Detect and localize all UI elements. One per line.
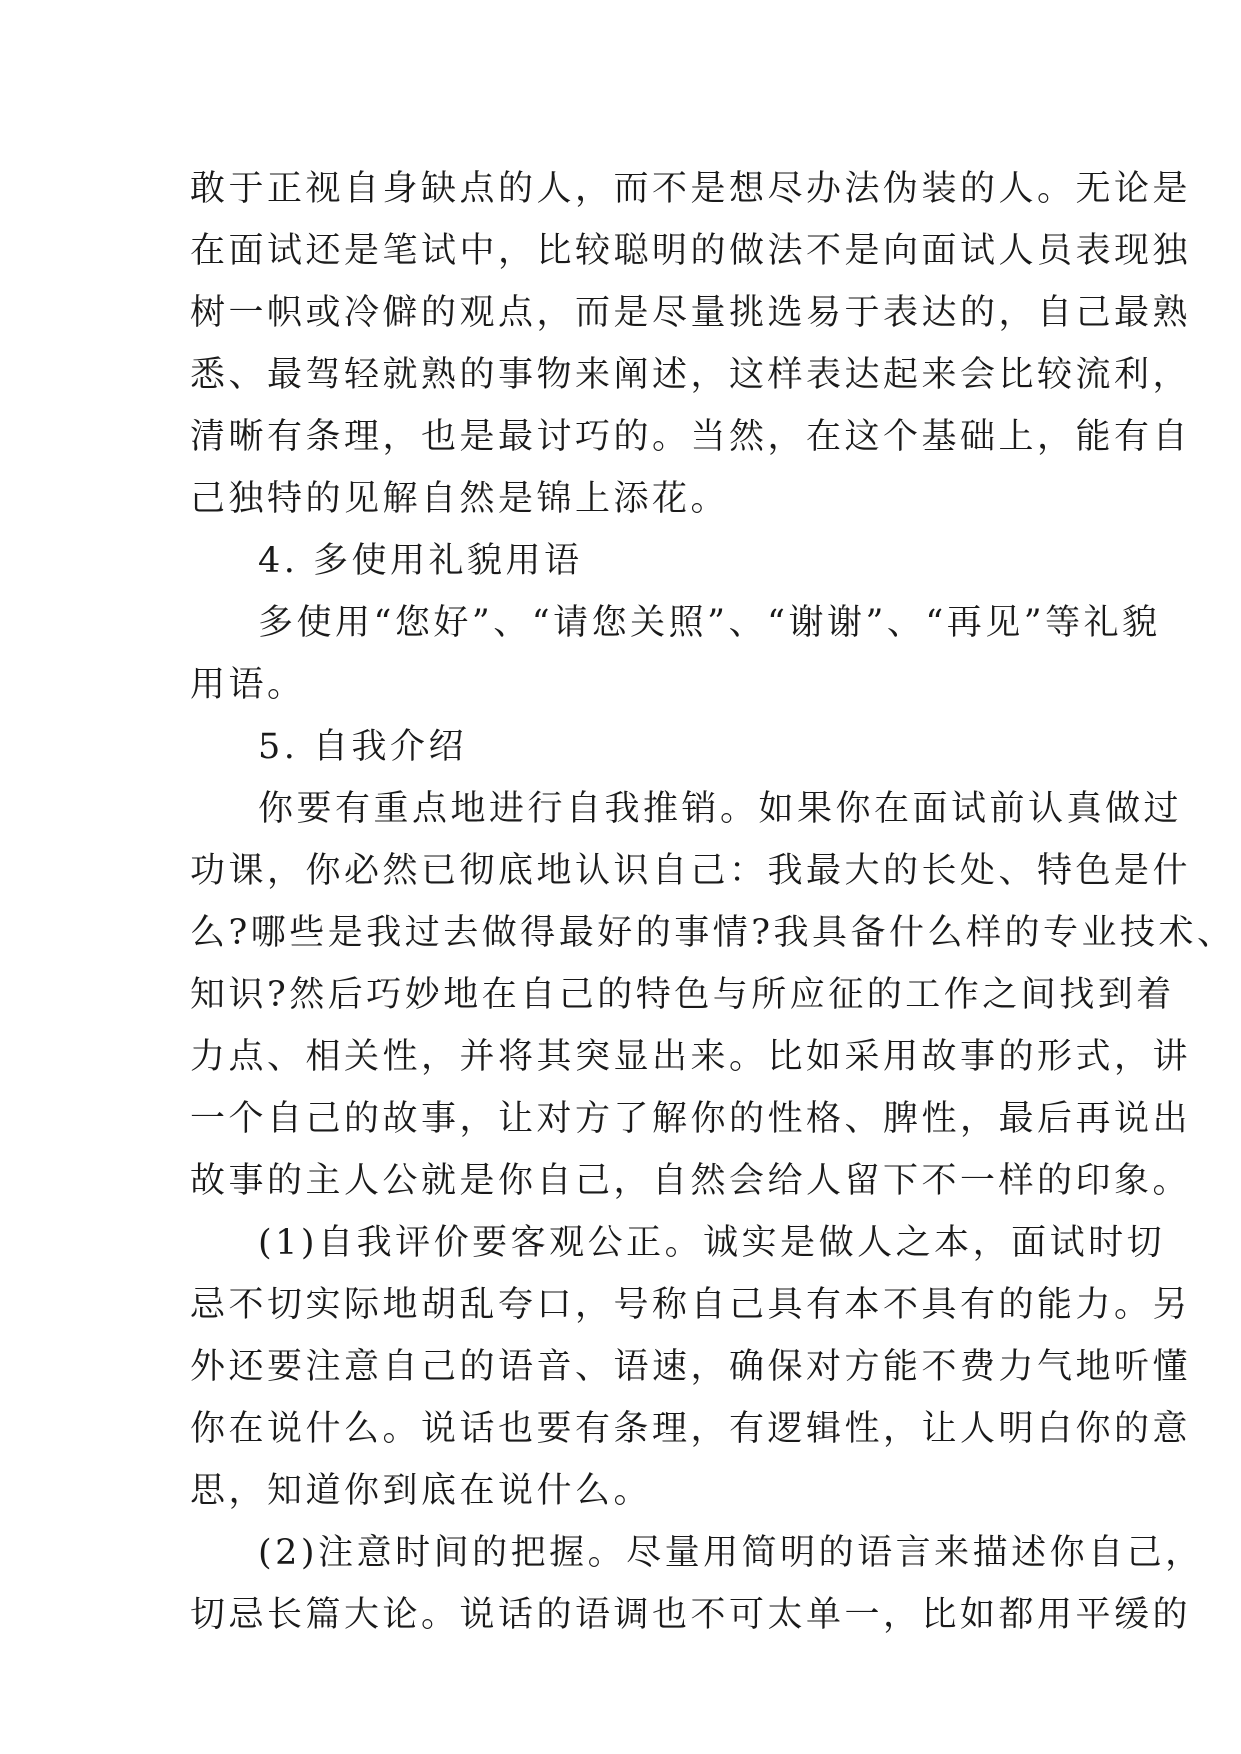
text-line: (2)注意时间的把握。尽量用简明的语言来描述你自己， bbox=[258, 1533, 1204, 1573]
text-line: 你在说什么。说话也要有条理，有逻辑性，让人明白你的意 bbox=[190, 1409, 1192, 1449]
text-line: 己独特的见解自然是锦上添花。 bbox=[190, 479, 730, 519]
text-line: 树一帜或冷僻的观点，而是尽量挑选易于表达的，自己最熟 bbox=[190, 293, 1192, 333]
text-line: 你要有重点地进行自我推销。如果你在面试前认真做过 bbox=[258, 789, 1183, 829]
text-line: 敢于正视自身缺点的人，而不是想尽办法伪装的人。无论是 bbox=[190, 169, 1192, 209]
text-line: 力点、相关性，并将其突显出来。比如采用故事的形式，讲 bbox=[190, 1037, 1192, 1077]
text-line: 用语。 bbox=[190, 665, 306, 705]
text-line: 悉、最驾轻就熟的事物来阐述，这样表达起来会比较流利， bbox=[190, 355, 1192, 395]
section-heading: 5. 自我介绍 bbox=[258, 727, 468, 767]
text-line: 清晰有条理，也是最讨巧的。当然，在这个基础上，能有自 bbox=[190, 417, 1192, 457]
text-line: 一个自己的故事，让对方了解你的性格、脾性，最后再说出 bbox=[190, 1099, 1192, 1139]
text-line: 切忌长篇大论。说话的语调也不可太单一，比如都用平缓的 bbox=[190, 1595, 1192, 1635]
section-heading: 4. 多使用礼貌用语 bbox=[258, 541, 583, 581]
text-line: 么?哪些是我过去做得最好的事情?我具备什么样的专业技术、 bbox=[190, 913, 1236, 953]
text-line: 功课，你必然已彻底地认识自己：我最大的长处、特色是什 bbox=[190, 851, 1192, 891]
text-line: (1)自我评价要客观公正。诚实是做人之本，面试时切 bbox=[258, 1223, 1166, 1263]
text-line: 故事的主人公就是你自己，自然会给人留下不一样的印象。 bbox=[190, 1161, 1192, 1201]
document-body bbox=[190, 158, 1236, 1646]
text-line: 思，知道你到底在说什么。 bbox=[190, 1471, 653, 1511]
text-line: 多使用“您好”、“请您关照”、“谢谢”、“再见”等礼貌 bbox=[258, 603, 1161, 643]
text-line: 忌不切实际地胡乱夸口，号称自己具有本不具有的能力。另 bbox=[190, 1285, 1192, 1325]
text-line: 知识?然后巧妙地在自己的特色与所应征的工作之间找到着 bbox=[190, 975, 1175, 1015]
text-line: 在面试还是笔试中，比较聪明的做法不是向面试人员表现独 bbox=[190, 231, 1192, 271]
text-line: 外还要注意自己的语音、语速，确保对方能不费力气地听懂 bbox=[190, 1347, 1192, 1387]
